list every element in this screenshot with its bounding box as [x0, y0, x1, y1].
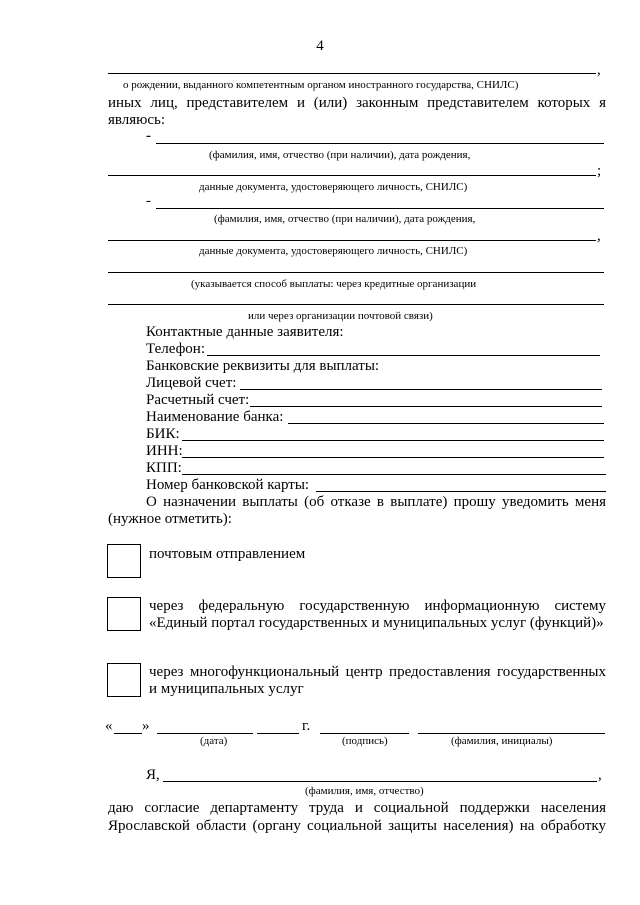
bik-field[interactable] [182, 440, 604, 441]
option-epgu-label-2: «Единый портал государственных и муниципальных услуг (функций)» [149, 615, 604, 631]
person-2-document-line[interactable] [108, 240, 596, 241]
notify-text: О назначении выплаты (об отказе в выплате) прошу уведомить меня [146, 494, 606, 510]
person-2-dash: - [146, 193, 151, 209]
option-epgu-label: через федеральную государственную информационную систему [149, 598, 606, 614]
option-post-label: почтовым отправлением [149, 546, 306, 562]
line-end-comma: , [597, 62, 601, 78]
person-2-name-line[interactable] [156, 208, 604, 209]
person-1-end-semicolon: ; [597, 163, 602, 179]
bik-label: БИК: [146, 426, 180, 442]
notify-text-2: (нужное отметить): [108, 511, 232, 527]
person-2-end-comma: , [597, 228, 601, 244]
payment-method-line-1[interactable] [108, 272, 604, 273]
consent-text-2: Ярославской области (органу социальной защиты населения) на обработку [108, 818, 606, 834]
caption-signature: (подпись) [342, 735, 388, 747]
card-number-field[interactable] [316, 491, 606, 492]
consent-text: даю согласие департаменту труда и социальной поддержки населения [108, 800, 606, 816]
kpp-field[interactable] [182, 474, 606, 475]
phone-label: Телефон: [146, 341, 205, 357]
settlement-account-field[interactable] [250, 406, 602, 407]
date-day-field[interactable] [114, 733, 142, 734]
personal-account-field[interactable] [240, 389, 602, 390]
person-1-dash: - [146, 128, 151, 144]
bank-heading: Банковские реквизиты для выплаты: [146, 358, 380, 374]
checkbox-post[interactable] [107, 544, 141, 578]
kpp-label: КПП: [146, 460, 182, 476]
consent-end-comma: , [598, 767, 602, 783]
caption-date: (дата) [200, 735, 228, 747]
contacts-heading: Контактные данные заявителя: [146, 324, 344, 340]
date-quote-open: « [105, 718, 113, 734]
payment-method-caption-2: или через организации почтовой связи) [248, 310, 433, 322]
option-mfc-label-2: и муниципальных услуг [149, 681, 304, 697]
signer-name-field[interactable] [418, 733, 605, 734]
personal-account-label: Лицевой счет: [146, 375, 237, 391]
person-1-caption-document: данные документа, удостоверяющего личность, СНИЛС) [199, 181, 468, 193]
date-month-field[interactable] [157, 733, 253, 734]
date-year-field[interactable] [257, 733, 299, 734]
fill-line-birth-document[interactable] [108, 73, 596, 74]
settlement-account-label: Расчетный счет: [146, 392, 250, 408]
person-2-caption-document: данные документа, удостоверяющего личность, СНИЛС) [199, 245, 468, 257]
signature-field[interactable] [320, 733, 409, 734]
person-1-document-line[interactable] [108, 175, 596, 176]
text-i-am: являюсь: [108, 112, 166, 128]
card-number-label: Номер банковской карты: [146, 477, 310, 493]
bank-name-field[interactable] [288, 423, 604, 424]
text-other-persons: иных лиц, представителем и (или) законным представителем которых я [108, 95, 606, 111]
inn-label: ИНН: [146, 443, 183, 459]
consent-caption-name: (фамилия, имя, отчество) [305, 785, 424, 797]
date-year-suffix: г. [302, 718, 311, 734]
caption-signer-name: (фамилия, инициалы) [451, 735, 553, 747]
person-1-name-line[interactable] [156, 143, 604, 144]
checkbox-epgu[interactable] [107, 597, 141, 631]
option-mfc-label: через многофункциональный центр предоставления государственных [149, 664, 606, 680]
consent-name-field[interactable] [163, 781, 597, 782]
person-1-caption-name: (фамилия, имя, отчество (при наличии), дата рождения, [209, 149, 471, 161]
consent-i: Я, [146, 767, 160, 783]
bank-name-label: Наименование банка: [146, 409, 284, 425]
inn-field[interactable] [182, 457, 604, 458]
date-quote-close: » [142, 718, 150, 734]
checkbox-mfc[interactable] [107, 663, 141, 697]
person-2-caption-name: (фамилия, имя, отчество (при наличии), дата рождения, [214, 213, 476, 225]
page-number: 4 [316, 38, 324, 54]
payment-method-line-2[interactable] [108, 304, 604, 305]
phone-field[interactable] [207, 355, 600, 356]
payment-method-caption-1: (указывается способ выплаты: через кредитные организации [191, 278, 477, 290]
caption-birth-document: о рождении, выданного компетентным органом иностранного государства, СНИЛС) [123, 79, 519, 91]
